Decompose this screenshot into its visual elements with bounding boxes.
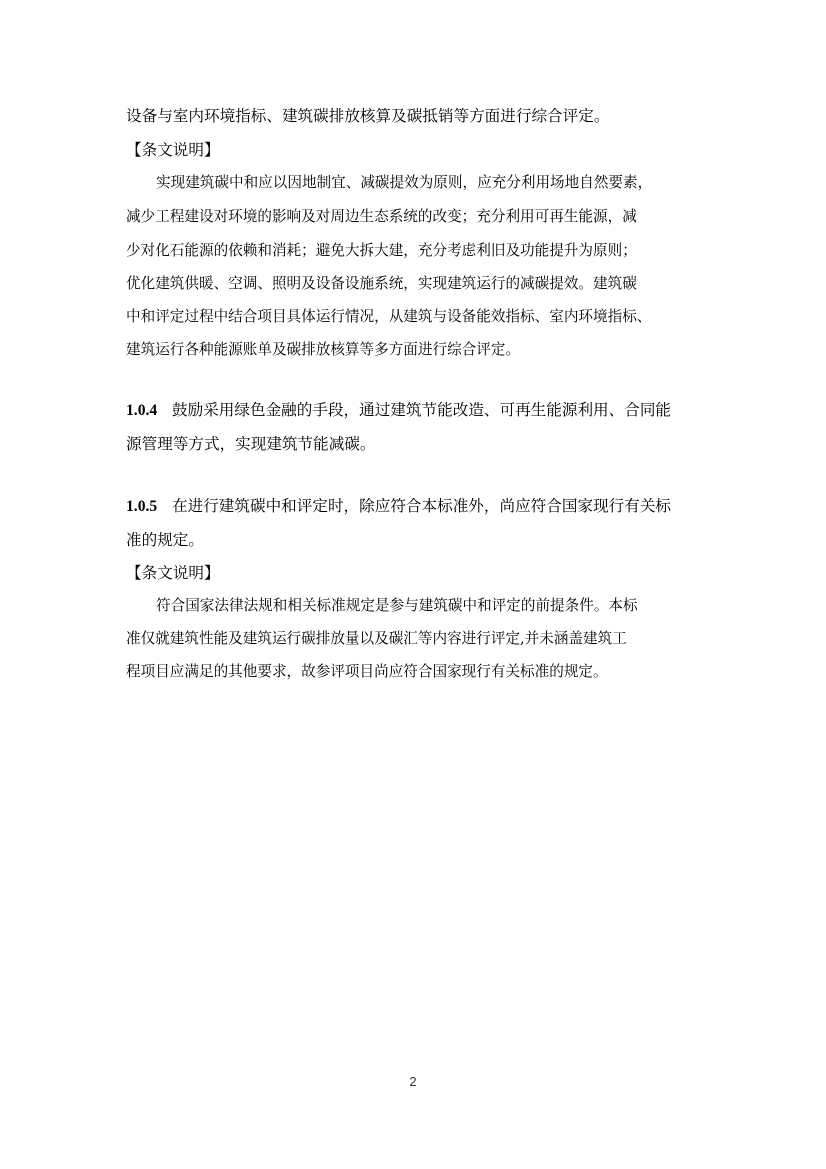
note-paragraph-line: 减少工程建设对环境的影响及对周边生态系统的改变；充分利用可再生能源，减	[126, 208, 637, 225]
clause-note-header: 【条文说明】	[126, 564, 220, 582]
clause-text-continued: 准的规定。	[126, 531, 204, 549]
note-paragraph-line: 优化建筑供暖、空调、照明及设备设施系统，实现建筑运行的减碳提效。建筑碳	[126, 275, 637, 292]
note-paragraph-line: 准仅就建筑性能及建筑运行碳排放量以及碳汇等内容进行评定,并未涵盖建筑工	[126, 630, 627, 647]
clause-text: 在进行建筑碳中和评定时，除应符合本标准外，尚应符合国家现行有关标	[172, 497, 672, 515]
note-paragraph-line: 实现建筑碳中和应以因地制宜、减碳提效为原则，应充分利用场地自然要素，	[156, 174, 653, 191]
clause-text-continued: 源管理等方式，实现建筑节能减碳。	[126, 435, 376, 453]
note-paragraph-line: 建筑运行各种能源账单及碳排放核算等多方面进行综合评定。	[126, 341, 521, 358]
note-paragraph-line: 少对化石能源的依赖和消耗；避免大拆大建，充分考虑利旧及功能提升为原则；	[126, 242, 637, 259]
clause-number: 1.0.5	[126, 498, 158, 515]
clause-note-header: 【条文说明】	[126, 141, 220, 159]
clause-number: 1.0.4	[126, 402, 158, 419]
clause-text: 鼓励采用绿色金融的手段，通过建筑节能改造、可再生能源利用、合同能	[172, 401, 672, 419]
note-paragraph-line: 符合国家法律法规和相关标准规定是参与建筑碳中和评定的前提条件。本标	[156, 597, 638, 614]
clause-1-0-4	[126, 400, 706, 421]
note-paragraph-line: 中和评定过程中结合项目具体运行情况，从建筑与设备能效指标、室内环境指标、	[126, 308, 652, 325]
page-number: 2	[409, 1074, 417, 1089]
note-paragraph-line: 程项目应满足的其他要求，故参评项目尚应符合国家现行有关标准的规定。	[126, 663, 608, 680]
clause-1-0-5	[126, 496, 706, 517]
continuation-text: 设备与室内环境指标、建筑碳排放核算及碳抵销等方面进行综合评定。	[126, 107, 610, 125]
